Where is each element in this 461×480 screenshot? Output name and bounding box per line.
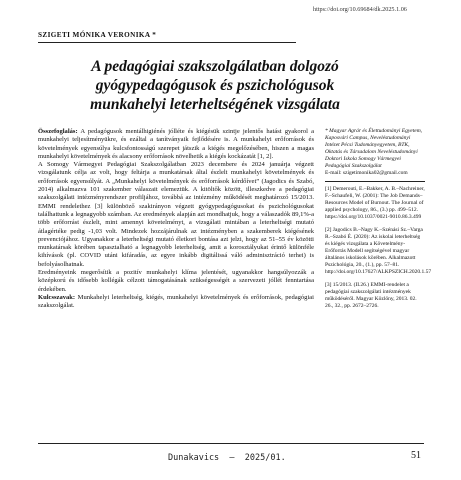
title-line-2: gyógypedagógusok és pszichológusok [95,77,335,94]
title-line-1: A pedagógiai szakszolgálatban dolgozó [91,58,339,75]
keywords [38,294,314,311]
keywords-label: Kulcsszavak: [38,293,76,301]
abstract-text-1: A pedagógusok mentálhigiénés jólléte és kiégésük szintje jelentős hatást gyakorol a munkahelyi teljesítményükre, és ezáltal a tanítványaik fejlődésére is. A munkahelyi erőforrások és követelmények egyensúlya kulcsfontosságú szerepet játszik a kiégés megelőzésében, hiszen a magas munkahelyi követelmények és alacsony erőforrások növelhetik a kiégés kockázatát [1, 2]. [38,128,314,160]
reference-item: [1] Demerouti, E.–Bakker, A. B.–Nachreiner, F.–Schaufeli, W. (2001): The Job Demands–Resources Model of Burnout. The Journal of applied psychology, 86., (3.) pp. 499–512. https://doi.org/10.1037/0021-9010.86.3.499 [325,186,425,220]
author-divider [38,42,296,43]
article-title [30,57,400,114]
abstract-label: Összefoglalás: [38,128,78,135]
author-name: SZIGETI MÓNIKA VERONIKA * [38,31,157,39]
author-email[interactable]: E-mail: szigetimonika02@gmail.com [325,170,408,176]
sidebar [325,128,432,316]
reference-item: [2] Jagodics B.–Nagy K.–Szénási Sz.–Varga R.–Szabó É. (2020): Az iskolai leterheltség és kiégés vizsgálata a Követelmény-Erőforrás Modell segítségével magyar általános iskolások körében. Alkalmazott Pszichológia, 20., (1.), pp. 57–81. http://doi.org/10.17627/ALKPSZICH.2020.1.57 [325,227,432,275]
abstract-paragraph-2: A Somogy Vármegyei Pedagógiai Szakszolgálatban 2023 decembere és 2024 januárja végzett vizsgálatunk célja az volt, hogy feltárja a munkatársak által észlelt munkahelyi követelmények és erőforrások egyensúlyát. A „Munkahelyi követelmények és erőforrások kérdőívet” (Jagodics és Szabó, 2014) alkalmazva 101 szakember válaszait elemeztük. A kitöltők között, illeszkedve a pedagógiai szakszolgálati intézményrendszer profiljához, továbbá az intézmény működését meghatározó 15/2013. EMMI rendelethez [3] különböző szakirányon végzett gyógypedagógusokat és pszichológusokat találhattunk a legnagyobb számban. Az eredmények alapján azt mondhatjuk, hogy a válaszadók 89,1%-a több erőforrást észlelt, mint amennyi követelményt, a vizsgálati mintában a leterheltségi mutató átlagértéke pedig -1,03 volt. Mindezek hozzájárulnak az intézményben a szakemberek kiégésének prevenciójához. Ugyanakkor a leterheltségi mutató életkori bontása azt jelzi, hogy az 51–55 év közötti munkatársak körében tapasztalható a legnagyobb leterheltség, amit a korosztályukat érintő különféle kihívások (pl. COVID utáni kifáradás, az egyre inkább digitálissá váló adminisztráció terhei) is befolyásolhatnak. [38,161,314,268]
doi-link[interactable]: https://doi.org/10.69684/dk.2025.1.06 [313,6,407,13]
abstract-paragraph-1 [38,128,314,161]
abstract [38,128,314,311]
page-number: 51 [411,450,421,461]
footer-divider [38,443,424,444]
abstract-paragraph-3: Eredményeink megerősítik a pozitív munkahelyi klíma jelentését, ugyanakkor hangsúlyozzák a középkorú és idősebb kollégák célzott támogatásának szükségességét a szervezeti jóllét fenntartása érdekében. [38,269,314,293]
author-affiliation: * Magyar Agrár és Élettudományi Egyetem, Kaposvári Campus, Neveléstudományi Intézet Pécsi Tudományegyetem, BTK, Oktatás és Társadalom Neveléstudományi Doktori Iskola Somogy Vármegyei Pedagógiai Szakszolgálat [325,128,423,169]
title-line-3: munkahelyi leterheltségének vizsgálata [90,96,340,113]
journal-footer: Dunakavics – 2025/01. [168,453,286,463]
reference-item: [3] 15/2013. (II.26.) EMMI-rendelet a pedagógiai szakszolgálati intézmények működéséről. Magyar Közlöny, 2013. 02. 26., 32., pp. 2672–2726. [325,282,417,309]
keywords-text: Munkahelyi leterheltség, kiégés, munkahelyi követelmények és erőforrások, pedagógiai szakszolgálat. [38,293,314,310]
sidebar-divider [325,181,425,182]
